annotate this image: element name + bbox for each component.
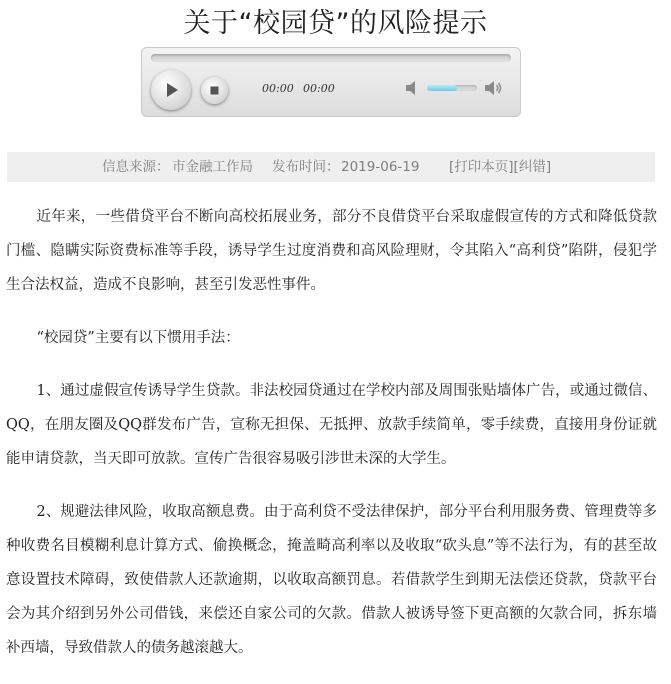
progress-bar[interactable]	[151, 54, 511, 62]
date-label: 发布时间：	[272, 159, 340, 175]
print-link[interactable]: [打印本页]	[449, 159, 514, 175]
paragraph: 2、规避法律风险，收取高额息费。由于高利贷不受法律保护，部分平台利用服务费、管理费等多种收费名目模糊利息计算方式、偷换概念，掩盖畸高利率以及收取“砍头息”等不法行为，有的甚至故意设置技术障碍，致使借款人还款逾期，以收取高额罚息。若借款学生到期无法偿还贷款，贷款平台会为其介绍到另外公司借钱，来偿还自家公司的欠款。借款人被诱导签下更高额的欠款合同，拆东墙补西墙，导致借款人的债务越滚越大。	[6, 504, 657, 656]
audio-player	[141, 47, 521, 117]
play-icon	[151, 70, 191, 110]
speaker-mute-icon[interactable]	[405, 80, 423, 96]
paragraph: 近年来，一些借贷平台不断向高校拓展业务，部分不良借贷平台采取虚假宣传的方式和降低贷款门槛、隐瞒实际资费标准等手段，诱导学生过度消费和高风险理财，令其陷入“高利贷”陷阱，侵犯学生合法权益，造成不良影响，甚至引发恶性事件。	[6, 209, 657, 293]
play-button[interactable]	[151, 70, 191, 110]
correction-link[interactable]: [纠错]	[513, 159, 552, 175]
article-body	[6, 200, 657, 684]
source-label: 信息来源：	[102, 159, 170, 175]
volume-slider[interactable]	[427, 85, 477, 91]
paragraph: “校园贷”主要有以下惯用手法：	[36, 330, 240, 346]
stop-button[interactable]	[201, 77, 228, 104]
current-time: 00:00	[262, 82, 294, 95]
total-time: 00:00	[303, 82, 335, 95]
stop-icon	[201, 77, 228, 104]
article-actions	[449, 152, 551, 182]
paragraph: 1、通过虚假宣传诱导学生贷款。非法校园贷通过在学校内部及周围张贴墙体广告，或通过微信、QQ，在朋友圈及QQ群发布广告，宣称无担保、无抵押、放款手续简单，零手续费，直接用身份证就能申请贷款，当天即可放款。宣传广告很容易吸引涉世未深的大学生。	[6, 383, 657, 467]
date-value: 2019-06-19	[341, 159, 420, 175]
speaker-loud-icon[interactable]	[484, 80, 504, 96]
source-value: 市金融工作局	[172, 159, 253, 175]
page-title: 关于“校园贷”的风险提示	[183, 8, 488, 39]
volume-level	[427, 85, 457, 91]
article-meta-bar	[7, 152, 655, 182]
